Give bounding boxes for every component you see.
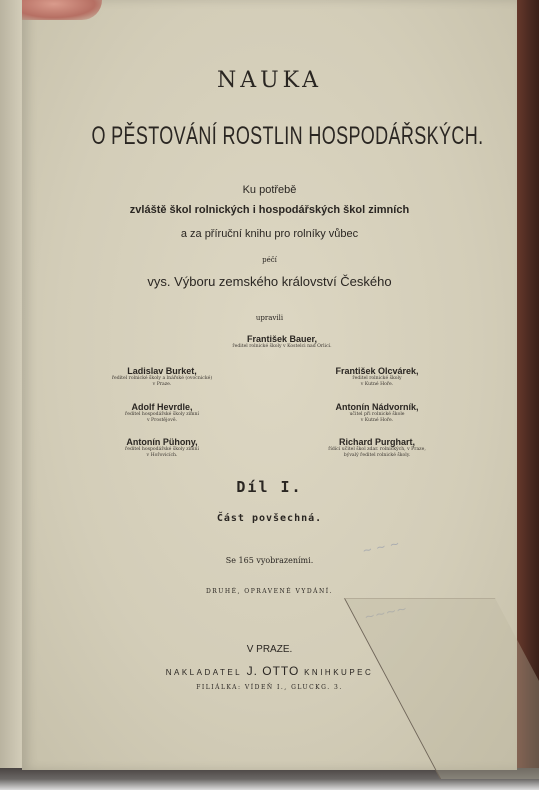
part-title: Část povšechná. — [216, 513, 323, 524]
volume-label: Díl I. — [236, 478, 303, 496]
faded-stamp-text: ~ ~ ~ — [360, 536, 401, 558]
author-name: František Olcvárek, — [335, 366, 419, 376]
author-description: v Praze. — [152, 382, 172, 387]
branch-address: FILIÁLKA: VÍDEŇ I., GLUCKG. 3. — [196, 684, 343, 691]
author-block-right-3 — [277, 437, 477, 459]
author-description: řídící učitel škol zdar. rolnických, v Praze, — [328, 447, 426, 452]
author-name: Adolf Hevrdle, — [131, 402, 193, 412]
pencil-shelfmark: ~~~~ — [362, 601, 409, 626]
book-title: NAUKA — [216, 68, 323, 93]
author-block-right-1 — [277, 366, 477, 388]
publisher-name: J. OTTO — [246, 664, 300, 678]
author-name: Antonín Nádvorník, — [335, 402, 419, 412]
author-block-left-1 — [62, 366, 262, 388]
author-description: ředitel hospodářské školy zimní — [125, 447, 199, 452]
author-block-left-3 — [62, 437, 262, 459]
author-description: v Kutné Hoře. — [360, 418, 394, 423]
author-description: ředitel rolnické školy a lnářské (ovocnické) — [111, 376, 213, 381]
author-name: Richard Purghart, — [338, 437, 415, 447]
author-block-top — [182, 334, 382, 350]
care-of-label: péčí — [262, 256, 277, 264]
purpose-line-1: Ku potřebě — [242, 184, 297, 196]
publisher-suffix: KNIHKUPEC — [304, 668, 374, 677]
purpose-line-3: a za příruční knihu pro rolníky vůbec — [180, 228, 359, 240]
publisher-prefix: NAKLADATEL — [165, 668, 242, 677]
author-description: v Kutné Hoře. — [360, 382, 394, 387]
thumb-shadow — [22, 0, 102, 20]
edited-by-label: upravili — [255, 314, 284, 322]
author-name: Antonín Pühony, — [126, 437, 198, 447]
author-description: bývalý ředitel rolnické školy. — [343, 453, 411, 458]
illustrations-note: Se 165 vyobrazeními. — [225, 556, 314, 565]
publication-place: V PRAZE. — [246, 644, 293, 655]
author-description: ředitel rolnické školy — [352, 376, 402, 381]
author-description: ředitel hospodářské školy zimní — [125, 412, 199, 417]
author-description: v Prostějově. — [147, 418, 177, 423]
author-description: učitel při rolnické škole — [349, 412, 405, 417]
author-block-left-2 — [62, 402, 262, 424]
author-description: v Hořovicích. — [146, 453, 178, 458]
committee-line: vys. Výboru zemského království Českého — [147, 274, 392, 289]
purpose-line-2: zvláště škol rolnických i hospodářských škol zimních — [129, 204, 410, 216]
author-name: Ladislav Burket, — [127, 366, 197, 376]
author-block-right-2 — [277, 402, 477, 424]
book-subtitle: O PĚSTOVÁNÍ ROSTLIN HOSPODÁŘSKÝCH. — [91, 122, 484, 150]
title-page — [22, 0, 517, 770]
author-description: ředitel rolnické školy v Kostelci nad Orlicí. — [232, 344, 332, 349]
edition-note: DRUHÉ, OPRAVENÉ VYDÁNÍ. — [205, 588, 334, 595]
author-name: František Bauer, — [246, 334, 318, 344]
